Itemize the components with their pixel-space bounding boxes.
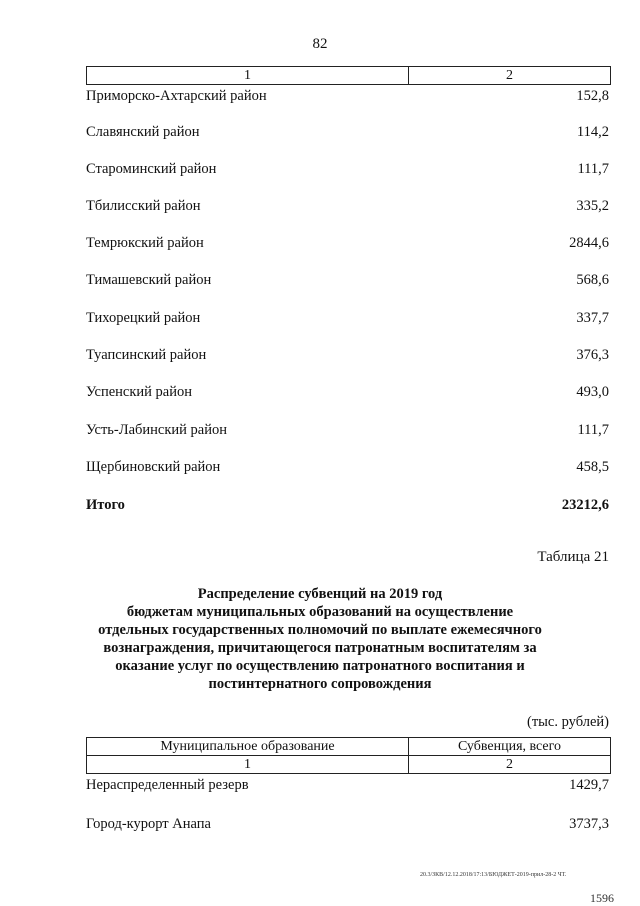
total-label: Итого <box>86 497 125 513</box>
row-value: 114,2 <box>576 124 609 140</box>
row-value: 2844,6 <box>569 235 609 251</box>
column-header-subvention: Субвенция, всего <box>409 738 611 756</box>
row-name: Город-курорт Анапа <box>86 816 211 832</box>
row-name: Тимашевский район <box>86 272 212 288</box>
title-line: постинтернатного сопровождения <box>208 676 432 692</box>
title-line: отдельных государственных полномочий по выплате ежемесячного <box>98 622 542 638</box>
column-number-2: 2 <box>409 756 611 774</box>
footer-document-code: 20.3/ЗКВ/12.12.2018/17:13/БЮДЖЕТ-2019-прил-28-2 ЧТ. <box>420 872 567 878</box>
column-number-1: 1 <box>87 756 409 774</box>
column-number-1: 1 <box>87 67 409 85</box>
continuation-header <box>86 66 611 85</box>
column-header-municipality: Муниципальное образование <box>87 738 409 756</box>
row-name: Нераспределенный резерв <box>86 777 249 793</box>
title-line: вознаграждения, причитающегося патронатным воспитателям за <box>103 640 537 656</box>
row-name: Тихорецкий район <box>86 310 201 326</box>
row-value: 335,2 <box>576 198 609 214</box>
row-name: Староминский район <box>86 161 217 177</box>
table-caption: Таблица 21 <box>537 549 609 565</box>
column-number-2: 2 <box>409 67 611 85</box>
row-value: 111,7 <box>577 161 609 177</box>
row-value: 3737,3 <box>569 816 609 832</box>
title-line: оказание услуг по осуществлению патронатного воспитания и <box>115 658 525 674</box>
corner-page-mark: 1596 <box>590 891 614 905</box>
row-name: Тбилисский район <box>86 198 201 214</box>
row-value: 493,0 <box>576 384 609 400</box>
units-label: (тыс. рублей) <box>527 714 609 730</box>
row-name: Туапсинский район <box>86 347 207 363</box>
title-line: Распределение субвенций на 2019 год <box>197 586 443 602</box>
row-value: 458,5 <box>576 459 609 475</box>
row-name: Щербиновский район <box>86 459 221 475</box>
title-line: бюджетам муниципальных образований на осуществление <box>126 604 514 620</box>
row-value: 152,8 <box>576 88 609 104</box>
row-value: 568,6 <box>576 272 609 288</box>
total-value: 23212,6 <box>561 497 609 513</box>
table-21-header <box>86 737 611 774</box>
row-name: Славянский район <box>86 124 200 140</box>
row-name: Усть-Лабинский район <box>86 422 227 438</box>
row-value: 111,7 <box>577 422 609 438</box>
row-value: 1429,7 <box>569 777 609 793</box>
table-title <box>0 585 640 693</box>
row-value: 337,7 <box>576 310 609 326</box>
row-value: 376,3 <box>576 347 609 363</box>
page-number: 82 <box>312 36 328 52</box>
row-name: Темрюкский район <box>86 235 204 251</box>
row-name: Успенский район <box>86 384 192 400</box>
row-name: Приморско-Ахтарский район <box>86 88 267 104</box>
